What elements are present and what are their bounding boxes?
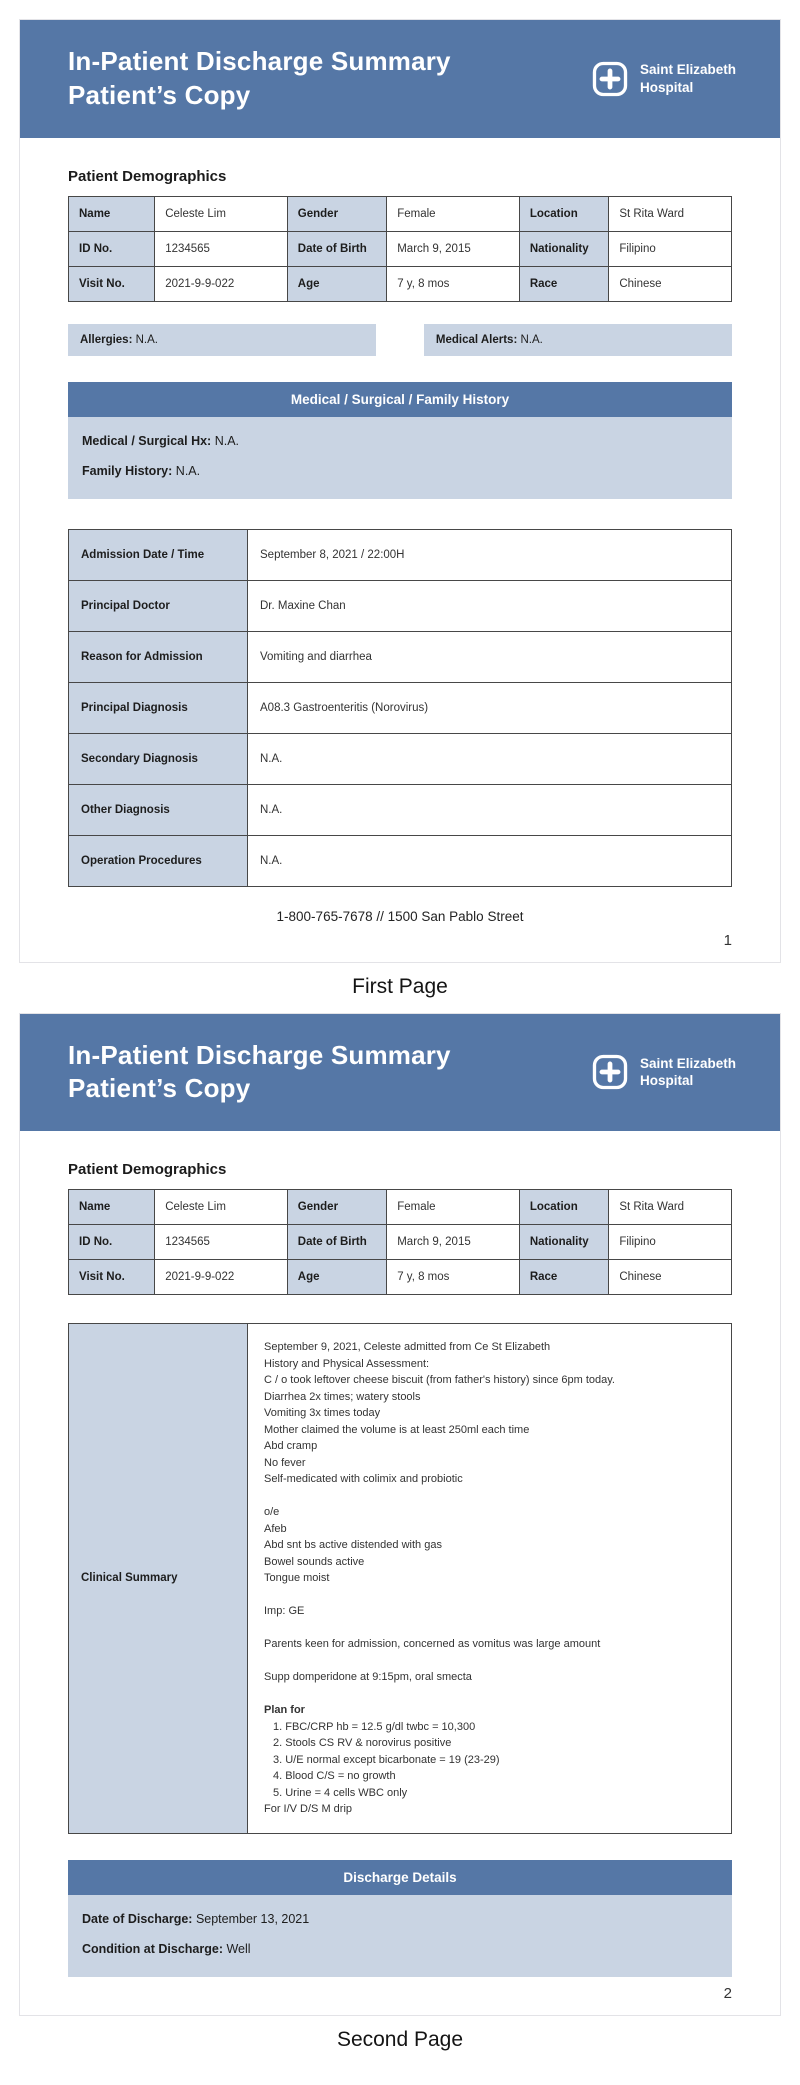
table-row <box>69 631 732 682</box>
table-row <box>69 1260 732 1295</box>
demo-label: Date of Birth <box>287 231 386 266</box>
medical-cross-icon <box>591 60 629 98</box>
document-title <box>68 1039 451 1107</box>
table-row <box>69 529 732 580</box>
clinical-line: Parents keen for admission, concerned as vomitus was large amount <box>264 1638 601 1651</box>
allergies-label: Allergies: <box>80 333 133 346</box>
demo-label: ID No. <box>69 231 155 266</box>
caption-second-page: Second Page <box>336 2027 464 2051</box>
demo-value: St Rita Ward <box>609 196 732 231</box>
hospital-name-line2: Hospital <box>639 1073 694 1089</box>
demo-value: 7 y, 8 mos <box>387 1260 520 1295</box>
demographics-heading: Patient Demographics <box>68 1161 227 1179</box>
page-2-content <box>20 1161 780 2015</box>
medical-cross-icon <box>591 1053 629 1091</box>
clinical-line: For I/V D/S M drip <box>264 1803 353 1816</box>
table-row <box>69 1324 732 1834</box>
demo-value: Celeste Lim <box>155 196 288 231</box>
admission-label: Admission Date / Time <box>69 529 248 580</box>
demo-value: Filipino <box>609 1225 732 1260</box>
admission-label: Secondary Diagnosis <box>69 733 248 784</box>
clinical-summary-table <box>68 1323 732 1834</box>
clinical-plan-item: 2. Stools CS RV & norovirus positive <box>273 1737 452 1750</box>
discharge-condition-value: Well <box>226 1941 251 1956</box>
medical-alerts-value: N.A. <box>520 333 543 346</box>
page-number-1: 1 <box>723 931 732 949</box>
table-row <box>69 784 732 835</box>
clinical-line: C / o took leftover cheese biscuit (from father's history) since 6pm today. <box>264 1374 615 1387</box>
demo-label: Nationality <box>519 231 609 266</box>
clinical-plan-heading: Plan for <box>264 1704 305 1717</box>
demo-label: Visit No. <box>69 1260 155 1295</box>
admission-label: Other Diagnosis <box>69 784 248 835</box>
demo-label: Gender <box>287 196 386 231</box>
demo-label: Age <box>287 266 386 301</box>
admission-value: A08.3 Gastroenteritis (Norovirus) <box>248 682 732 733</box>
family-history-value: N.A. <box>175 463 201 478</box>
allergies-value: N.A. <box>135 333 158 346</box>
demo-value: 2021-9-9-022 <box>155 266 288 301</box>
admission-value: Dr. Maxine Chan <box>248 580 732 631</box>
clinical-line-blank <box>264 1587 715 1604</box>
hospital-contact-line: 1-800-765-7678 // 1500 San Pablo Street <box>276 908 524 924</box>
admission-label: Principal Doctor <box>69 580 248 631</box>
clinical-line: Mother claimed the volume is at least 250ml each time <box>264 1423 530 1436</box>
demo-label: Date of Birth <box>287 1225 386 1260</box>
discharge-date-label: Date of Discharge: <box>82 1911 193 1926</box>
document-title-line2: Patient’s Copy <box>68 79 251 110</box>
demo-value: March 9, 2015 <box>387 1225 520 1260</box>
discharge-section-band: Discharge Details <box>68 1860 732 1895</box>
clinical-line: Tongue moist <box>264 1572 330 1585</box>
clinical-line: Bowel sounds active <box>264 1555 365 1568</box>
demo-value: 1234565 <box>155 231 288 266</box>
discharge-date-value: September 13, 2021 <box>195 1911 310 1926</box>
clinical-summary-label: Clinical Summary <box>69 1324 248 1834</box>
page-number-2: 2 <box>723 1984 732 2002</box>
demo-value: Chinese <box>609 1260 732 1295</box>
clinical-line: No fever <box>264 1456 306 1469</box>
document-title-line1: In-Patient Discharge Summary <box>68 46 451 76</box>
demographics-heading: Patient Demographics <box>68 167 227 185</box>
clinical-line: Abd snt bs active distended with gas <box>264 1539 442 1552</box>
hospital-brand <box>591 1053 736 1091</box>
clinical-line: Supp domperidone at 9:15pm, oral smecta <box>264 1671 472 1684</box>
caption-first-page: First Page <box>352 974 448 998</box>
clinical-line: Self-medicated with colimix and probiotic <box>264 1473 463 1486</box>
clinical-plan-item: 3. U/E normal except bicarbonate = 19 (23-29) <box>273 1753 500 1766</box>
clinical-plan-item: 4. Blood C/S = no growth <box>273 1770 396 1783</box>
hospital-name <box>640 1055 736 1091</box>
document-title-line2: Patient’s Copy <box>68 1073 251 1104</box>
admission-details-table <box>68 529 732 887</box>
family-history-line <box>82 464 718 478</box>
history-box <box>68 417 732 499</box>
demo-label: Nationality <box>519 1225 609 1260</box>
demo-label: Race <box>519 266 609 301</box>
clinical-line: Imp: GE <box>264 1605 305 1618</box>
hospital-name-line1: Saint Elizabeth <box>639 1055 736 1071</box>
clinical-line-blank <box>264 1686 715 1703</box>
table-row <box>69 196 732 231</box>
demo-value: Female <box>387 1190 520 1225</box>
clinical-line: Diarrhea 2x times; watery stools <box>264 1390 421 1403</box>
demo-label: Gender <box>287 1190 386 1225</box>
demo-label: Race <box>519 1260 609 1295</box>
discharge-box <box>68 1895 732 1977</box>
hospital-name-line2: Hospital <box>639 79 694 95</box>
patient-demographics-table <box>68 1189 732 1295</box>
admission-label: Principal Diagnosis <box>69 682 248 733</box>
admission-value: N.A. <box>248 835 732 886</box>
demo-label: ID No. <box>69 1225 155 1260</box>
demo-value: Celeste Lim <box>155 1190 288 1225</box>
hospital-name <box>640 61 736 97</box>
clinical-line: September 9, 2021, Celeste admitted from Ce St Elizabeth <box>264 1341 551 1354</box>
demo-value: Chinese <box>609 266 732 301</box>
table-row <box>69 1225 732 1260</box>
medical-surgical-history-label: Medical / Surgical Hx: <box>82 433 212 448</box>
clinical-plan-item: 5. Urine = 4 cells WBC only <box>273 1786 408 1799</box>
demo-value: St Rita Ward <box>609 1190 732 1225</box>
demo-label: Name <box>69 196 155 231</box>
admission-label: Reason for Admission <box>69 631 248 682</box>
clinical-line: History and Physical Assessment: <box>264 1357 430 1370</box>
clinical-plan-item: 1. FBC/CRP hb = 12.5 g/dl twbc = 10,300 <box>273 1720 476 1733</box>
table-row <box>69 1190 732 1225</box>
document-page-1 <box>19 19 781 963</box>
clinical-line: Abd cramp <box>264 1440 318 1453</box>
document-title-line1: In-Patient Discharge Summary <box>68 1039 451 1070</box>
demo-label: Location <box>519 1190 609 1225</box>
demo-value: Filipino <box>609 231 732 266</box>
demo-label: Name <box>69 1190 155 1225</box>
hospital-brand <box>591 60 736 98</box>
demo-value: March 9, 2015 <box>387 231 520 266</box>
document-header <box>20 1014 780 1132</box>
table-row <box>69 733 732 784</box>
document-page-2 <box>19 1013 781 2016</box>
table-row <box>69 682 732 733</box>
alert-bars-row <box>68 324 732 356</box>
demo-label: Location <box>519 196 609 231</box>
medical-alerts-label: Medical Alerts: <box>435 333 518 346</box>
demo-value: 7 y, 8 mos <box>387 266 520 301</box>
allergies-bar <box>68 324 376 356</box>
clinical-line-blank <box>264 1620 715 1637</box>
clinical-summary-text <box>248 1324 732 1834</box>
family-history-label: Family History: <box>82 463 173 478</box>
table-row <box>69 231 732 266</box>
hospital-name-line1: Saint Elizabeth <box>639 61 736 77</box>
clinical-line: o/e <box>264 1506 280 1519</box>
patient-demographics-table <box>68 196 732 302</box>
medical-alerts-bar <box>424 324 732 356</box>
admission-value: N.A. <box>248 784 732 835</box>
demo-value: 2021-9-9-022 <box>155 1260 288 1295</box>
demo-label: Visit No. <box>69 266 155 301</box>
discharge-date-line <box>82 1912 718 1926</box>
admission-label: Operation Procedures <box>69 835 248 886</box>
demo-value: 1234565 <box>155 1225 288 1260</box>
admission-value: Vomiting and diarrhea <box>248 631 732 682</box>
medical-surgical-history-value: N.A. <box>214 433 240 448</box>
page-1-content <box>20 168 780 962</box>
medical-surgical-history-line <box>82 434 718 448</box>
document-title <box>68 45 451 113</box>
admission-value: September 8, 2021 / 22:00H <box>248 529 732 580</box>
clinical-line: Vomiting 3x times today <box>264 1407 381 1420</box>
clinical-line-blank <box>264 1653 715 1670</box>
clinical-line: Afeb <box>264 1522 287 1535</box>
clinical-line-blank <box>264 1488 715 1505</box>
document-header <box>20 20 780 138</box>
admission-value: N.A. <box>248 733 732 784</box>
table-row <box>69 835 732 886</box>
demo-label: Age <box>287 1260 386 1295</box>
discharge-condition-label: Condition at Discharge: <box>82 1941 223 1956</box>
table-row <box>69 580 732 631</box>
history-section-band: Medical / Surgical / Family History <box>68 382 732 417</box>
demo-value: Female <box>387 196 520 231</box>
discharge-condition-line <box>82 1942 718 1956</box>
table-row <box>69 266 732 301</box>
